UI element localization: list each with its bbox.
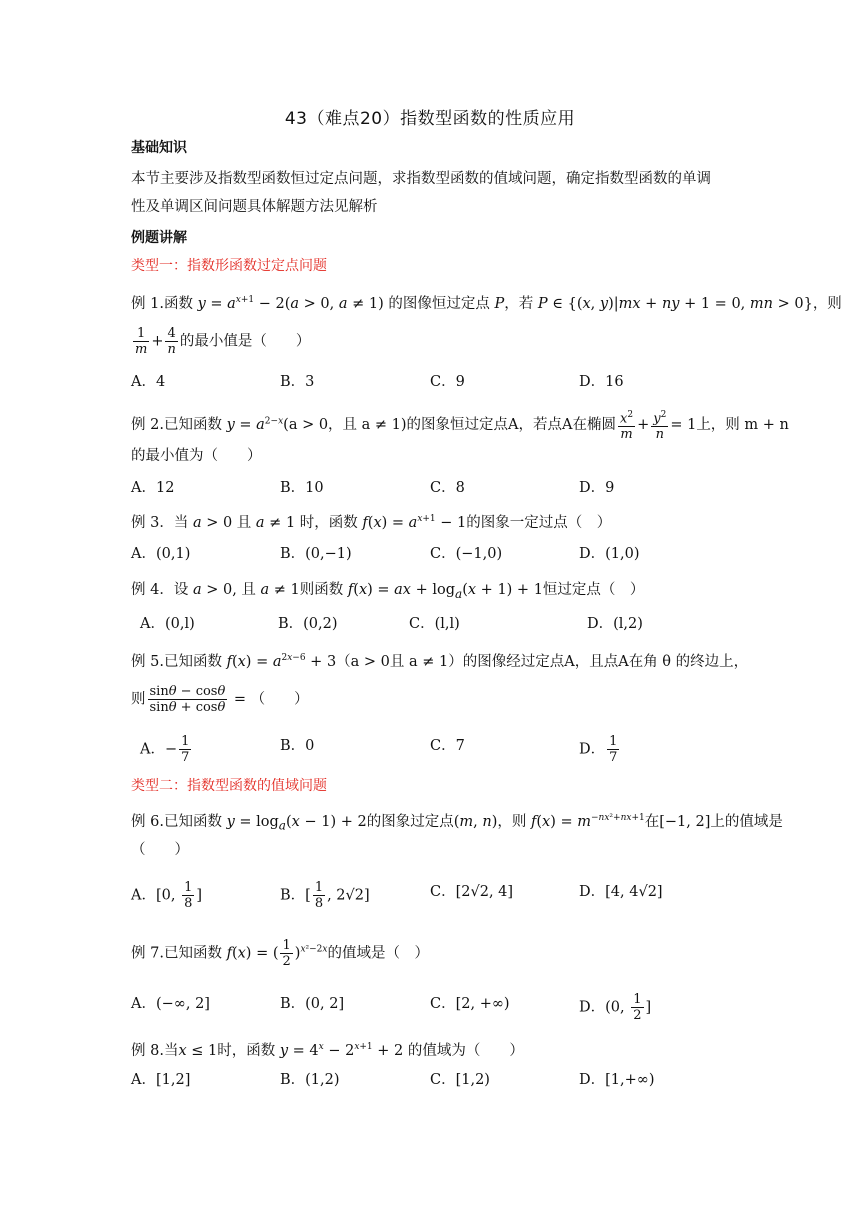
q6-option-c[interactable]: C．[2√2, 4]	[430, 884, 514, 900]
fraction-y2-n: $\frac{y^2}{n}$	[653, 410, 667, 443]
q4-option-a[interactable]: A．(0,l)	[140, 616, 195, 632]
intro-line-1: 本节主要涉及指数型函数恒过定点问题，求指数型函数的值域问题，确定指数型函数的单调	[131, 171, 711, 187]
question-5-stem-2: 则 $\frac{\sin\theta - \cos\theta}{\sin\theta + \cos\theta}$ = （ ）	[131, 684, 309, 715]
page-title: 43（难点20）指数型函数的性质应用	[284, 109, 576, 129]
question-5-stem: 例 5.已知函数 $f(x) = a^{2x-6} + 3(a > 0$且 a ≠ 1）的图像经过定点A，且点A在角 θ 的终边上，	[131, 653, 749, 670]
question-4-options	[131, 612, 731, 636]
question-5-options	[131, 734, 731, 765]
q7-option-b[interactable]: B．(0, 2]	[280, 996, 345, 1012]
question-2-options	[131, 476, 731, 500]
question-6-stem-2: （ ）	[131, 842, 189, 858]
fraction-x2-m: $\frac{x^2}{m}$	[620, 410, 634, 443]
type1-heading: 类型一：指数形函数过定点问题	[131, 258, 327, 274]
q6-option-d[interactable]: D．[4, 4√2]	[579, 884, 663, 900]
q1-option-b[interactable]: B．3	[280, 374, 315, 390]
q2-option-a[interactable]: A．12	[131, 480, 175, 496]
section-basic-heading: 基础知识	[131, 140, 187, 156]
q3-option-a[interactable]: A．(0,1)	[131, 546, 191, 562]
q5-option-a[interactable]: A．− $\frac{1}{7}$	[140, 734, 190, 765]
fraction-sin-cos: $\frac{\sin\theta - \cos\theta}{\sin\theta + \cos\theta}$	[149, 684, 226, 715]
question-7-stem: 例 7.已知函数 f(x) = ( $\frac{1}{2}$ )$^{x^2-2x}$的值域是（ ）	[131, 938, 429, 969]
q7-option-c[interactable]: C．[2, +∞)	[430, 996, 510, 1012]
q3-option-b[interactable]: B．(0,−1)	[280, 546, 352, 562]
question-1-stem: 例 1.函数 $y = a^{x+1} - 2(a > 0$, a ≠ 1) 的图像恒过定点 P，若 P ∈ {(x, y)|mx + ny + 1 = 0, mn > 0}，则	[131, 295, 842, 312]
q1-option-d[interactable]: D．16	[579, 374, 624, 390]
question-8-stem: 例 8.当x ≤ 1时，函数 $y = 4^x - 2^{x+1} + 2$ 的值域为（ ）	[131, 1042, 524, 1059]
q5-option-b[interactable]: B．0	[280, 738, 315, 754]
question-8-options	[131, 1068, 731, 1092]
question-4-stem: 例 4．设 a > 0, 且 a ≠ 1则函数 f(x) = ax + $\log_a(x + 1) + 1$恒过定点（ ）	[131, 582, 645, 601]
q8-option-b[interactable]: B．(1,2)	[280, 1072, 340, 1088]
q4-option-b[interactable]: B．(0,2)	[278, 616, 338, 632]
q6-option-a[interactable]: A．[0, $\frac{1}{8}$ ]	[131, 880, 203, 911]
question-1-options	[131, 370, 731, 394]
question-3-stem: 例 3．当 a > 0 且 a ≠ 1 时，函数 $f(x) = a^{x+1} - 1$的图象一定过点（ ）	[131, 514, 612, 531]
question-6-options	[131, 880, 731, 911]
q4-option-c[interactable]: C．(l,l)	[409, 616, 460, 632]
question-2-stem: 例 2.已知函数 $y = a^{2-x}(a > 0$，且 a ≠ 1)的图象恒过定点A，若点A在椭圆 $\frac{x^2}{m}$ + $\frac{y^2}{n}$ = 1上，则 m + n	[131, 410, 789, 443]
q7-option-a[interactable]: A．(−∞, 2]	[131, 996, 210, 1012]
section-examples-heading: 例题讲解	[131, 230, 187, 246]
intro-line-2: 性及单调区间问题具体解题方法见解析	[131, 199, 378, 215]
q1-option-a[interactable]: A．4	[131, 374, 166, 390]
q2-option-d[interactable]: D．9	[579, 480, 615, 496]
q4-option-d[interactable]: D．(l,2)	[587, 616, 643, 632]
question-1-stem-2: $\frac{1}{m}$ + $\frac{4}{n}$ 的最小值是（ ）	[135, 326, 311, 357]
q2-option-c[interactable]: C．8	[430, 480, 465, 496]
q3-option-c[interactable]: C．(−1,0)	[430, 546, 503, 562]
q8-option-c[interactable]: C．[1,2)	[430, 1072, 490, 1088]
q2-option-b[interactable]: B．10	[280, 480, 324, 496]
q3-option-d[interactable]: D．(1,0)	[579, 546, 640, 562]
type2-heading: 类型二：指数型函数的值域问题	[131, 778, 327, 794]
fraction-1-m: $\frac{1}{m}$	[135, 326, 148, 357]
q8-option-a[interactable]: A．[1,2]	[131, 1072, 191, 1088]
fraction-4-n: $\frac{4}{n}$	[167, 326, 176, 357]
q6-option-b[interactable]: B．[ $\frac{1}{8}$ , 2√2]	[280, 880, 370, 911]
question-6-stem: 例 6.已知函数 $y = \log_a(x - 1) + 2$的图象过定点(m, n)，则 $f(x) = m^{-nx^2+nx+1}$在[−1, 2]上的值域是	[131, 813, 783, 833]
question-3-options	[131, 542, 731, 566]
q1-option-c[interactable]: C．9	[430, 374, 465, 390]
q5-option-c[interactable]: C．7	[430, 738, 465, 754]
question-7-options	[131, 992, 731, 1023]
q5-option-d[interactable]: D． $\frac{1}{7}$	[579, 734, 618, 765]
question-2-stem-2: 的最小值为（ ）	[131, 448, 262, 464]
q7-option-d[interactable]: D．(0, $\frac{1}{2}$ ]	[579, 992, 652, 1023]
q8-option-d[interactable]: D．[1,+∞)	[579, 1072, 655, 1088]
